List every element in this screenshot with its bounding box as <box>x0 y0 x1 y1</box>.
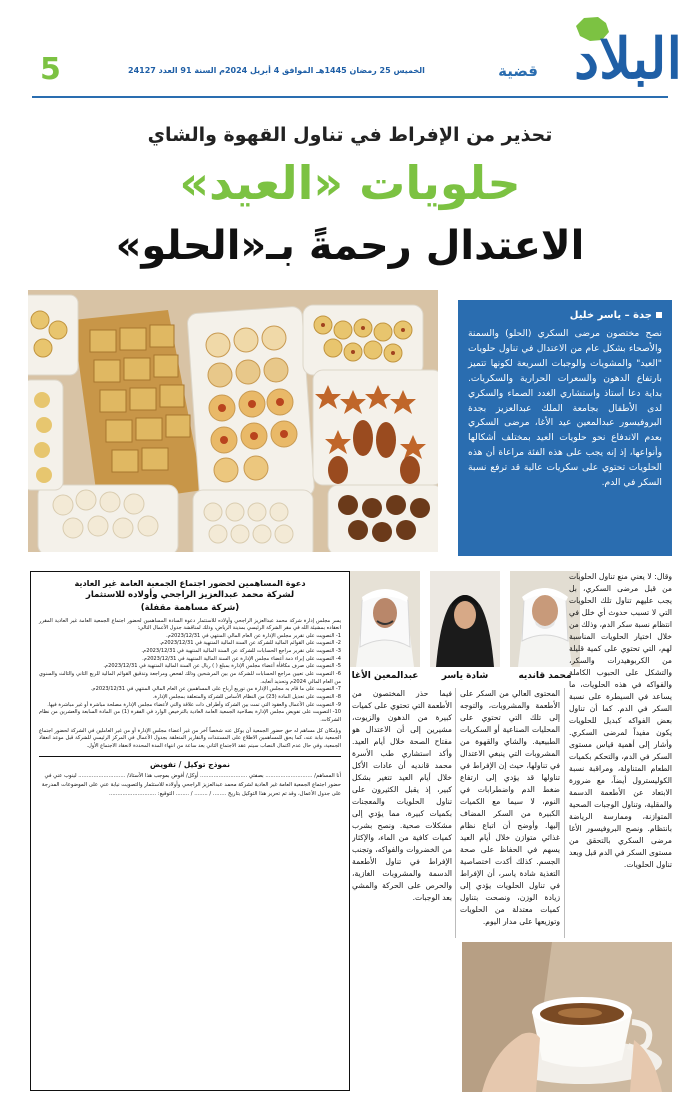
ad-item: 2- التصويت على القوائم المالية للشركة عن السنة المالية المنتهية في 2023/12/31م. <box>159 640 341 647</box>
column-divider <box>564 688 565 938</box>
ad-item: 1- التصويت على تقرير مجلس الإدارة عن العام المالي المنتهي في 2023/12/31م. <box>166 632 341 639</box>
kicker-headline: تحذير من الإفراط في تناول القهوة والشاي <box>147 124 553 146</box>
main-headline: حلويات «العيد» <box>179 156 521 210</box>
portrait-caption: شادة ياسر <box>441 671 489 681</box>
portrait-caption: عبدالمعين الأغا <box>351 671 419 681</box>
ad-company: لشركة محمد عبدالعزيز الراجحي وأولاده للاستثمار <box>85 590 295 601</box>
page-number: 5 <box>40 52 61 87</box>
ad-note: وبإمكان كل مساهم له حق حضور الجمعية أن يوكل عنه شخصاً آخر من غير أعضاء مجلس الإدارة أو من غير العاملين في الشركة لحضور اجتماع الجمعية نيابة عنه، كما يحق للمساهمين الاطلاع على المستندات والتقارير المتعلقة بجدول الأعمال في المركز الرئيسي للشركة قبل موعد انعقاد الجمعية، وفي حال عدم اكتمال النصاب سيتم عقد الاجتماع الثاني بعد ساعة من انتهاء المدة المحددة لانعقاد الاجتماع الأول. <box>39 727 341 749</box>
ad-item: 8- التصويت على تعديل المادة (23) من النظام الأساس للشركة والمتعلقة بمجلس الإدارة. <box>152 693 341 700</box>
article-paragraph: وقال: لا يعني منع تناول الحلويات من قبل مرضى السكري، بل يجب عليهم تناول تلك الحلويات التي لا تسبب حدوث أي خلل في انتظام نسبة سكر الدم، وذلك من خلال اختيار الحلويات المناسبة لهم، التي تحتوي على كمية قليلة من الكربوهيدرات والسكر، والتشكل على الحبوب الكاملة والفواكه في هذه الحلويات، ما يساعد في السيطرة على نسبة السكر في الدم. كما أن تناول بعض الفواكه كبديل للحلويات يكون مفيداً لمرضى السكري. وأشار إلى أهمية قياس مستوى السكر في الدم، والتحكم بكميات الطعام المتناولة، ومراقبة نسبة الكوليسترول أيضاً، مع ضرورة الابتعاد عن الأطعمة الدسمة والمقلية، وتناول الوجبات الصحية المتوازنة، وممارسة الرياضة بانتظام. ونصح البروفيسور الأغا مرضى السكري بالتحقق من مستوى السكر في الدم قبل وبعد تناول الحلويات. <box>569 572 672 869</box>
ad-title <box>39 578 341 614</box>
ad-item: 3- التصويت على تقرير مراجع الحسابات للشركة عن السنة المالية المنتهية في 2023/12/31م. <box>141 648 341 655</box>
byline: جدة – ياسر خليل <box>468 310 662 321</box>
portrait-photo <box>430 571 500 667</box>
ad-item: 10- التصويت على تفويض مجلس الإدارة بصلاحية الجمعية العامة العادية بالترخيص الوارد في الفقرة (1) من المادة السابعة والعشرين من نظام الشركات. <box>39 709 341 723</box>
ad-item: 6- التصويت على تعيين مراجع الحسابات للشركة من بين المرشحين وذلك لفحص ومراجعة وتدقيق القوائم المالية للربع الثاني والثالث والسنوي من العام المالي 2024م وتحديد أتعابه. <box>39 671 341 685</box>
ad-title-line: دعوة المساهمين لحضور اجتماع الجمعية العامة غير العادية <box>74 578 306 588</box>
ad-body <box>39 618 341 751</box>
column-divider <box>455 688 456 938</box>
ad-item: 7- التصويت على ما قام به مجلس الإدارة من توزيع أرباح على المساهمين عن العام المالي المنتهي في 2023/12/31م. <box>90 686 341 693</box>
ad-company-type: (شركة مساهمة مقفلة) <box>140 602 240 613</box>
portrait-caption: محمد قانديه <box>518 671 572 681</box>
article-paragraph: فيما حذر المختصون من الأطعمة التي تحتوي على كميات كبيرة من الدهون والزيوت، مشيرين إلى أن الاعتدال هو مفتاح الصحة خلال أيام العيد. وأكد استشاري طب الأسرة محمد قانديه أن عادات الأكل خلال أيام العيد تتغير بشكل كبير، إذ يقبل الكثيرون على تناول الحلويات والمعجنات بكميات كبيرة، مما يؤدي إلى مشكلات صحية. ونصح بشرب كميات كافية من الماء، والإكثار من الخضروات والفواكه، وتجنب الإفراط في تناول الأطعمة الدسمة والمشروبات الغازية، والحرص على الحركة والمشي بعد الوجبات. <box>352 689 452 902</box>
section-tag: قضية <box>498 62 538 80</box>
sub-headline: الاعتدال رحمةً بـ«الحلو» <box>115 223 585 269</box>
ad-intro: يسر مجلس إدارة شركة محمد عبدالعزيز الراجحي وأولاده للاستثمار دعوة السادة المساهمين لحضور اجتماع الجمعية العامة غير العادية المقرر انعقاده بمشيئة الله في مقر الشركة الرئيسي بمدينة الرياض، وذلك لمناقشة جدول الأعمال التالي: <box>39 617 341 632</box>
sweets-illustration <box>28 290 438 552</box>
coffee-cup-photo <box>462 942 672 1092</box>
intro-text: نصح مختصون مرضى السكري (الحلو) والسمنة والأصحاء بشكل عام من الاعتدال في تناول حلويات "العيد" والمشويات والوجبات السريعة لكونها تتميز بارتفاع الدهون والسعرات الحرارية والسكريات. بداية دعا أستاذ واستشاري الغدد الصماء والسكري لدى الأطفال بجامعة الملك عبدالعزيز بجدة البروفيسور عبدالمعين عيد الأغا، مرضى السكري بعدم الاندفاع نحو حلويات العيد بمختلف أشكالها وأنواعها، إذ إنه يجب على هذه الفئة مراعاة أن هذه الحلويات تحتوي على سكريات عالية قد ترفع نسبة السكر في الدم. <box>468 328 662 489</box>
dateline: الخميس 25 رمضان 1445هـ الموافق 4 أبريل 2024م السنة 91 العدد 24127 <box>128 66 425 75</box>
portrait-illustration <box>430 571 500 667</box>
newspaper-logo <box>562 8 682 100</box>
ad-item: 5- التصويت على صرف مكافأة أعضاء مجلس الإدارة بمبلغ ( ) ريال عن السنة المالية المنتهية في 2023/12/31م. <box>103 663 341 670</box>
masthead-rule <box>32 96 668 98</box>
ad-form-title: نموذج توكيل / تفويض <box>39 756 341 769</box>
article-paragraph: المحتوى العالي من السكر على الأطعمة والمشروبات، والتوجه إلى تلك التي تحتوي على المحليات الصناعية أو السكريات الطبيعية. والشاي والقهوة من المشروبات التي ينبغي الاعتدال في تناولها، حيث إن الإفراط في تناولها قد يؤدي إلى ارتفاع ضغط الدم واضطرابات في النوم، لا سيما مع الكميات الكبيرة من السكر المضاف إليها. وأوضح أن اتباع نظام غذائي متوازن خلال أيام العيد يسهم في الحفاظ على صحة الجسم. كذلك أكدت اختصاصية التغذية شادة ياسر، أن الإفراط في تناول الحلويات يؤدي إلى زيادة الوزن، ونصحت بتناول كميات معتدلة من الحلويات وتوزيعها على مدار اليوم. <box>460 689 560 926</box>
intro-box <box>458 300 672 556</box>
shareholders-notice-ad <box>30 571 350 1091</box>
portrait-photo <box>350 571 420 667</box>
ad-item: 9- التصويت على الأعمال والعقود التي تمت بين الشركة وأطراف ذات علاقة والتي لأعضاء مجلس الإدارة مصلحة مباشرة أو غير مباشرة فيها. <box>47 701 341 708</box>
logo-text: البلاد <box>574 26 682 92</box>
sweets-photo <box>28 290 438 552</box>
coffee-illustration <box>462 942 672 1092</box>
ad-form: أنا المساهم/ ............................ بصفتي ............................ أوكل/ أفوض بموجب هذا الأستاذ/ ............................ لينوب عني في حضور اجتماع الجمعية العامة غير العادية لشركة محمد عبدالعزيز الراجحي وأولاده للاستثمار والتصويت نيابة عني على الموضوعات المدرجة على جدول الأعمال، وقد تم تحرير هذا التوكيل بتاريخ ........ / ........ / ........ التوقيع: ............................ <box>41 773 341 797</box>
article-column-left <box>352 688 452 1093</box>
masthead <box>0 0 700 108</box>
portrait-illustration <box>350 571 420 667</box>
ad-item: 4- التصويت على إبراء ذمة أعضاء مجلس الإدارة عن السنة المالية المنتهية في 2023/12/31م. <box>142 655 341 662</box>
